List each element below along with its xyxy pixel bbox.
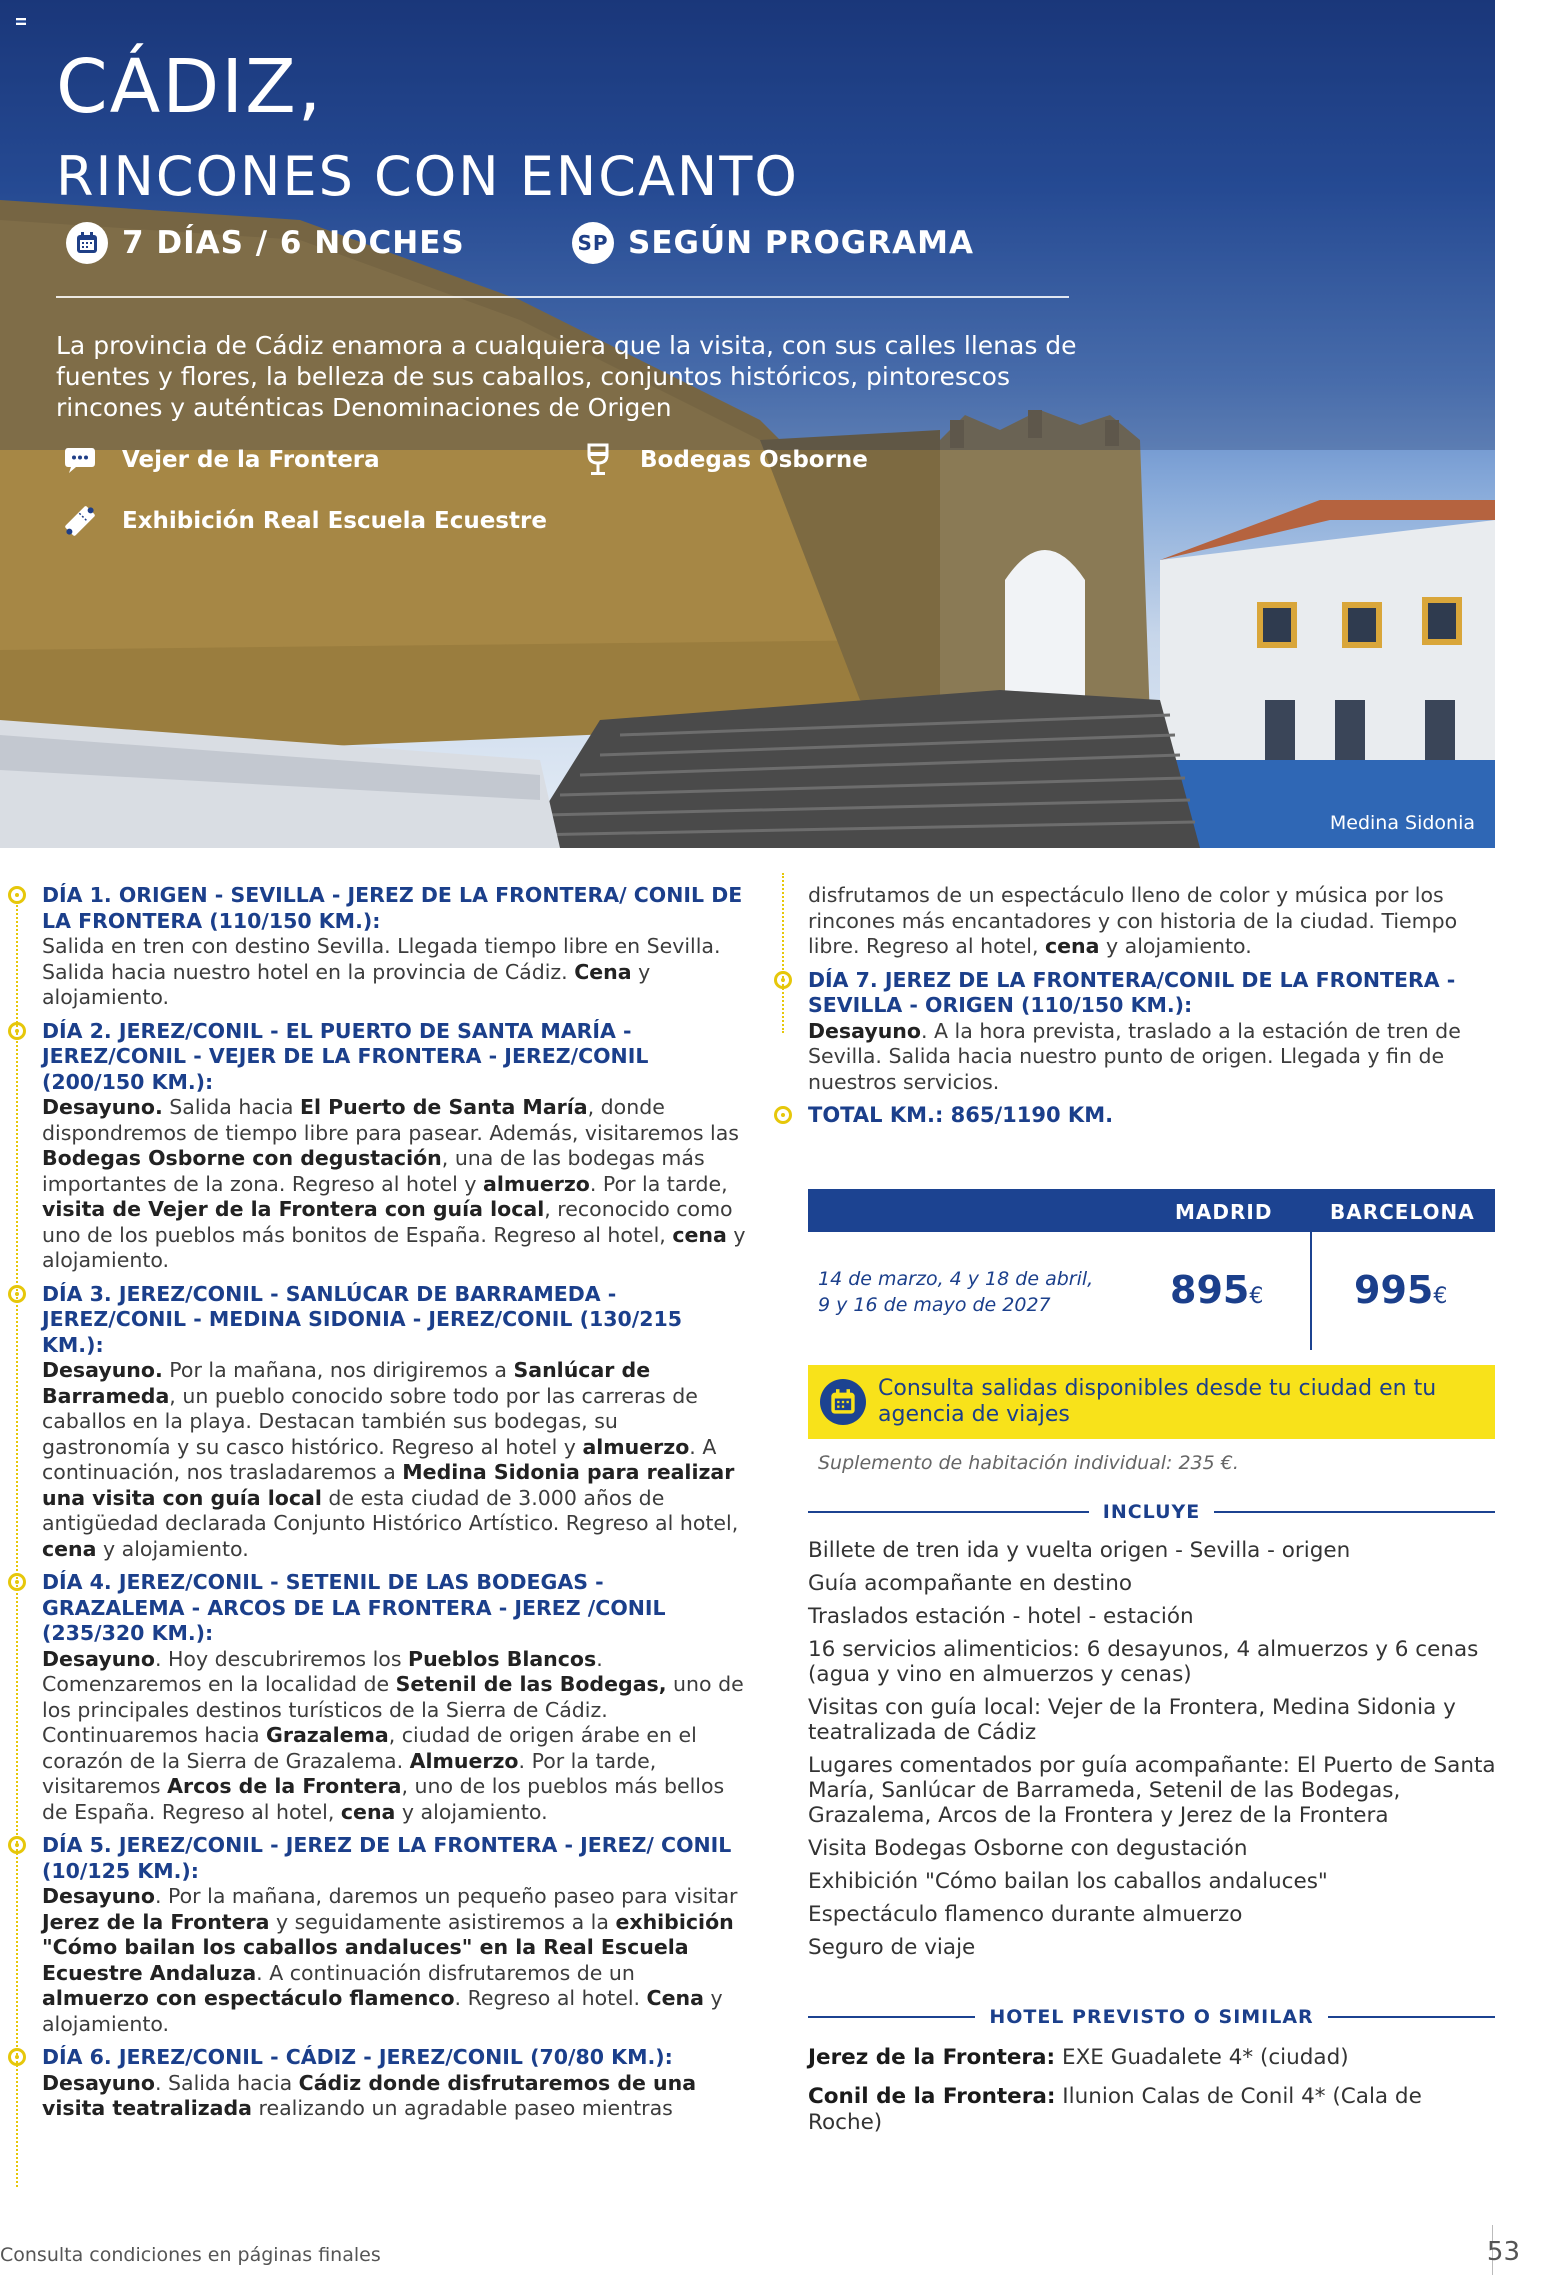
ticket-icon xyxy=(60,503,100,539)
section-label: HOTEL PREVISTO O SIMILAR xyxy=(989,2006,1314,2028)
hotel-jerez: Jerez de la Frontera: EXE Guadalete 4* (ciudad) xyxy=(808,2045,1349,2070)
wine-glass-icon xyxy=(578,442,618,478)
incluye-heading xyxy=(808,1499,1495,1525)
section-label: INCLUYE xyxy=(1102,1501,1201,1523)
day-body: Desayuno. Por la mañana, daremos un pequeño paseo para visitar Jerez de la Frontera y seguidamente asistiremos a la exhibición "Cómo bailan los caballos andaluces" en la Real Escuela Ecuestre Andaluza. A continuación disfrutaremos de un almuerzo con espectáculo flamenco. Regreso al hotel. Cena y alojamiento. xyxy=(42,1884,738,2036)
list-item: Visitas con guía local: Vejer de la Frontera, Medina Sidonia y teatralizada de Cádiz xyxy=(808,1695,1456,1745)
supplement-note: Suplemento de habitación individual: 235 €. xyxy=(818,1452,1239,1474)
feature-bodegas xyxy=(578,442,868,478)
footer-note: Consulta condiciones en páginas finales xyxy=(0,2244,381,2266)
divider xyxy=(56,296,1069,298)
bullet-icon xyxy=(8,1573,26,1591)
duration-text: 7 DÍAS / 6 NOCHES xyxy=(122,225,465,261)
program-text: SEGÚN PROGRAMA xyxy=(628,225,974,261)
day-title: DÍA 7. JEREZ DE LA FRONTERA/CONIL DE LA FRONTERA - SEVILLA - ORIGEN (110/150 KM.): xyxy=(808,967,1456,1017)
bullet-icon xyxy=(774,971,792,989)
day-title: DÍA 1. ORIGEN - SEVILLA - JEREZ DE LA FRONTERA/ CONIL DE LA FRONTERA (110/150 KM.): xyxy=(42,883,743,933)
itinerary-left xyxy=(8,883,748,2130)
program-info xyxy=(572,222,974,264)
speech-bubble-icon xyxy=(60,442,100,478)
day-title: DÍA 2. JEREZ/CONIL - EL PUERTO DE SANTA MARÍA - JEREZ/CONIL - VEJER DE LA FRONTERA - JEREZ/CONIL (200/150 KM.): xyxy=(42,1018,649,1094)
list-item: Lugares comentados por guía acompañante: El Puerto de Santa María, Sanlúcar de Barrameda, Setenil de las Bodegas, Grazalema, Arcos de la Frontera y Jerez de la Frontera xyxy=(808,1753,1496,1828)
day-title: DÍA 3. JEREZ/CONIL - SANLÚCAR DE BARRAMEDA - JEREZ/CONIL - MEDINA SIDONIA - JEREZ/CONIL (130/215 KM.): xyxy=(42,1281,683,1357)
consulta-text: Consulta salidas disponibles desde tu ciudad en tu agencia de viajes xyxy=(878,1376,1437,1427)
price-barcelona: 995€ xyxy=(1354,1268,1448,1312)
feature-vejer xyxy=(60,442,380,478)
list-item: Espectáculo flamenco durante almuerzo xyxy=(808,1902,1243,1927)
program-badge: SP xyxy=(572,222,614,264)
total-km-text: TOTAL KM.: 865/1190 KM. xyxy=(808,1103,1114,1127)
day-title: DÍA 5. JEREZ/CONIL - JEREZ DE LA FRONTERA - JEREZ/ CONIL (10/125 KM.): xyxy=(42,1833,732,1883)
day-6-continued: disfrutamos de un espectáculo lleno de color y música por los rincones más encantadores y con historia de la ciudad. Tiempo libre. Regreso al hotel, cena y alojamiento. xyxy=(808,883,1458,958)
day-body: Salida en tren con destino Sevilla. Llegada tiempo libre en Sevilla. Salida hacia nuestro hotel en la provincia de Cádiz. Cena y alojamiento. xyxy=(42,934,721,1009)
incluye-list xyxy=(808,1538,1498,1968)
price-table-header xyxy=(808,1189,1495,1232)
col-madrid: MADRID xyxy=(1175,1200,1273,1224)
day-body: Desayuno. Salida hacia El Puerto de Santa María, donde dispondremos de tiempo libre para pasear. Además, visitaremos las Bodegas Osborne con degustación, una de las bodegas más importantes de la zona. Regreso al hotel y almuerzo. Por la tarde, visita de Vejer de la Frontera con guía local, reconocido como uno de los pueblos más bonitos de España. Regreso al hotel, cena y alojamiento. xyxy=(42,1095,746,1272)
bullet-icon xyxy=(774,1106,792,1124)
list-item: 16 servicios alimenticios: 6 desayunos, 4 almuerzos y 6 cenas (agua y vino en almuerzos y cenas) xyxy=(808,1637,1479,1687)
day-title: DÍA 6. JEREZ/CONIL - CÁDIZ - JEREZ/CONIL (70/80 KM.): xyxy=(42,2045,673,2069)
day-1 xyxy=(8,883,748,1011)
page-subtitle: RINCONES CON ENCANTO xyxy=(56,145,799,208)
price-table-body xyxy=(808,1232,1495,1350)
bullet-icon xyxy=(8,886,26,904)
bullet-icon xyxy=(8,2048,26,2066)
day-body: Desayuno. Salida hacia Cádiz donde disfrutaremos de una visita teatralizada realizando un agradable paseo mientras xyxy=(42,2070,697,2120)
list-item: Traslados estación - hotel - estación xyxy=(808,1604,1194,1629)
photo-caption: Medina Sidonia xyxy=(1329,812,1475,834)
list-item: Guía acompañante en destino xyxy=(808,1571,1133,1596)
departure-dates: 14 de marzo, 4 y 18 de abril, 9 y 16 de mayo de 2027 xyxy=(818,1268,1094,1316)
calendar-icon xyxy=(66,222,108,264)
list-item: Billete de tren ida y vuelta origen - Sevilla - origen xyxy=(808,1538,1351,1563)
bullet-icon xyxy=(8,1022,26,1040)
day-body: Desayuno. Por la mañana, nos dirigiremos a Sanlúcar de Barrameda, un pueblo conocido sobre todo por las carreras de caballos en la playa. Destacan también sus bodegas, su gastronomía y su casco histórico. Regreso al hotel y almuerzo. A continuación, nos trasladaremos a Medina Sidonia para realizar una visita con guía local de esta ciudad de 3.000 años de antigüedad declarada Conjunto Histórico Artístico. Regreso al hotel, cena y alojamiento. xyxy=(42,1358,739,1561)
day-4 xyxy=(8,1570,748,1825)
hotel-conil: Conil de la Frontera: Ilunion Calas de Conil 4* (Cala de Roche) xyxy=(808,2084,1422,2135)
page-number: 53 xyxy=(1486,2237,1520,2267)
day-7 xyxy=(774,968,1496,1096)
day-body: Desayuno. Hoy descubriremos los Pueblos Blancos. Comenzaremos en la localidad de Setenil de las Bodegas, uno de los principales destinos turísticos de la Sierra de Cádiz. Continuaremos hacia Grazalema, ciudad de origen árabe en el corazón de la Sierra de Grazalema. Almuerzo. Por la tarde, visitaremos Arcos de la Frontera, uno de los pueblos más bellos de España. Regreso al hotel, cena y alojamiento. xyxy=(42,1646,744,1824)
list-item: Visita Bodegas Osborne con degustación xyxy=(808,1836,1248,1861)
list-item: Exhibición "Cómo bailan los caballos andaluces" xyxy=(808,1869,1328,1894)
itinerary-right xyxy=(774,883,1496,1135)
hotel-list xyxy=(808,2045,1498,2149)
day-2 xyxy=(8,1019,748,1274)
feature-label: Vejer de la Frontera xyxy=(122,447,380,473)
page-title: CÁDIZ, xyxy=(56,44,324,130)
price-madrid: 895€ xyxy=(1170,1268,1264,1312)
day-body: Desayuno. A la hora prevista, traslado a la estación de tren de Sevilla. Salida hacia nuestro punto de origen. Llegada y fin de nuestros servicios. xyxy=(808,1018,1461,1094)
hotel-heading xyxy=(808,2004,1495,2030)
flag-icon xyxy=(16,18,26,25)
calendar-icon xyxy=(820,1379,866,1425)
bullet-icon xyxy=(8,1285,26,1303)
consulta-banner xyxy=(808,1365,1495,1439)
column-divider xyxy=(1310,1232,1312,1350)
feature-label: Bodegas Osborne xyxy=(640,447,868,473)
day-5 xyxy=(8,1833,748,2037)
day-6 xyxy=(8,2045,748,2122)
col-barcelona: BARCELONA xyxy=(1330,1200,1475,1224)
hero-description: La provincia de Cádiz enamora a cualquiera que la visita, con sus calles llenas de fuentes y flores, la belleza de sus caballos, conjuntos históricos, pintorescos rincones y auténticas Denominaciones de Origen xyxy=(56,331,1077,422)
list-item: Seguro de viaje xyxy=(808,1935,976,1960)
bullet-icon xyxy=(8,1836,26,1854)
feature-label: Exhibición Real Escuela Ecuestre xyxy=(122,508,547,534)
feature-exhibicion xyxy=(60,503,547,539)
duration-info xyxy=(66,222,465,264)
day-title: DÍA 4. JEREZ/CONIL - SETENIL DE LAS BODEGAS - GRAZALEMA - ARCOS DE LA FRONTERA - JEREZ /CONIL (235/320 KM.): xyxy=(42,1570,666,1645)
hero-banner xyxy=(0,0,1495,848)
day-3 xyxy=(8,1282,748,1563)
total-km xyxy=(774,1103,1496,1127)
